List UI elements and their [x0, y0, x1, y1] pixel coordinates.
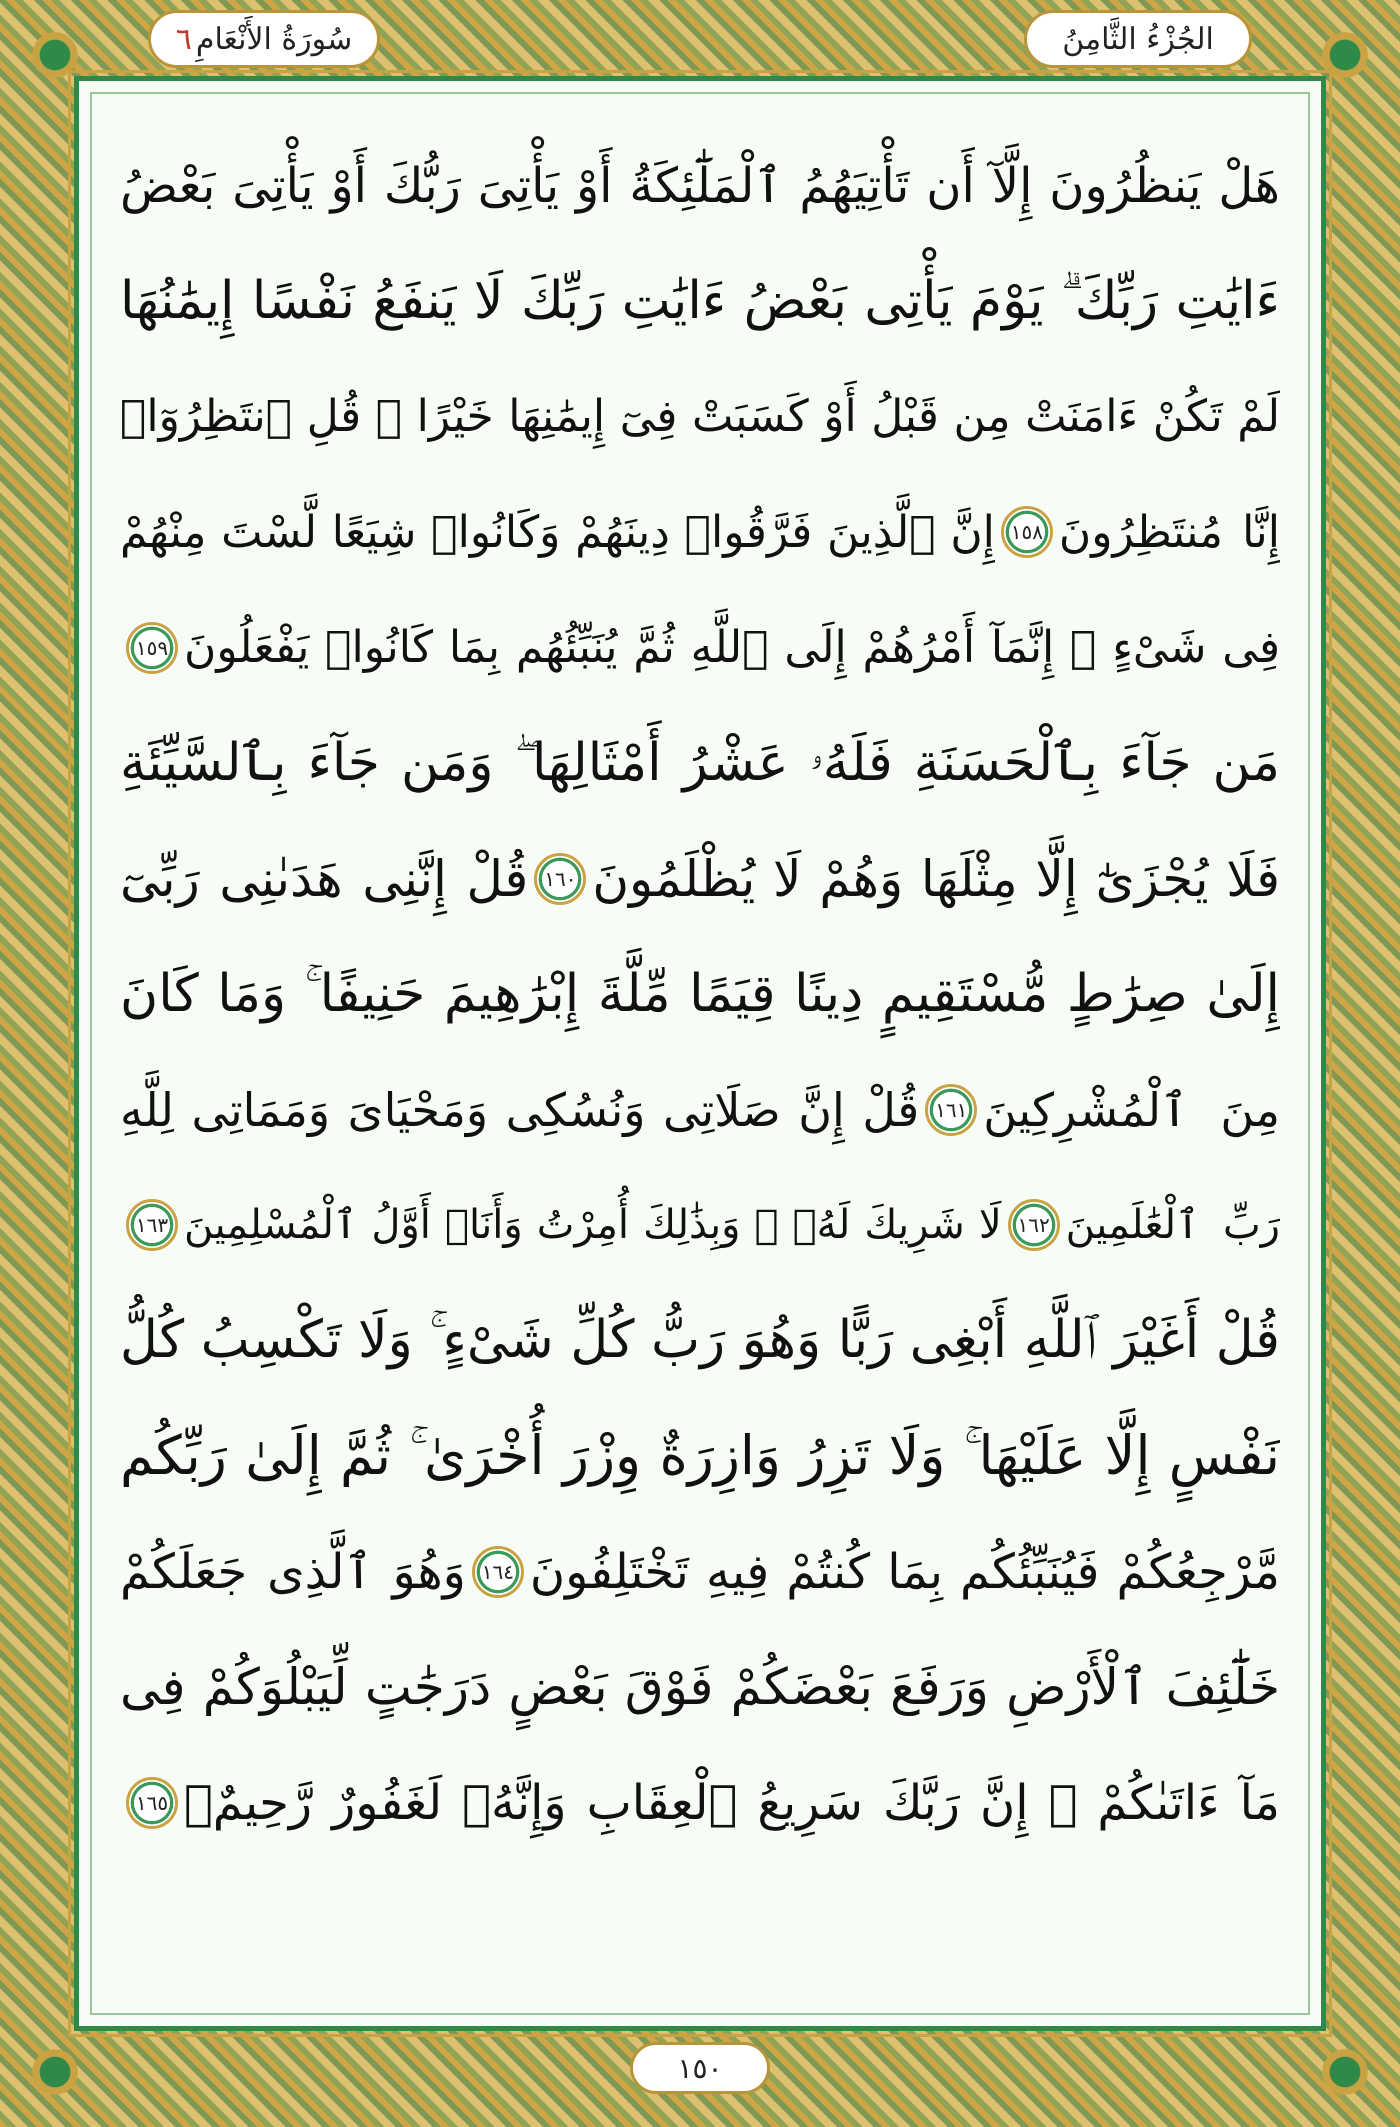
ayah-number-marker: ١٦٢	[1008, 1199, 1060, 1251]
text-line	[120, 1399, 1280, 1515]
text-line	[120, 937, 1280, 1053]
ayah-number-marker: ١٦١	[925, 1084, 977, 1136]
verse-text: رَبِّ ٱلْعَٰلَمِينَ	[1065, 1202, 1280, 1249]
text-line	[120, 244, 1280, 360]
text-line	[120, 1630, 1280, 1746]
corner-ornament	[1310, 2037, 1380, 2107]
verse-text: هَلْ يَنظُرُونَ إِلَّآ أَن تَأْتِيَهُمُ ٱلْمَلَٰٓئِكَةُ أَوْ يَأْتِىَ رَبُّكَ أَوْ يَأْتِىَ بَعْضُ	[120, 157, 1280, 214]
text-line	[120, 1168, 1280, 1284]
text-line	[120, 1052, 1280, 1168]
verse-text: نَفْسٍ إِلَّا عَلَيْهَا ۚ وَلَا تَزِرُ وَازِرَةٌ وِزْرَ أُخْرَىٰ ۚ ثُمَّ إِلَىٰ رَبِّكُم	[120, 1424, 1280, 1488]
corner-ornament	[20, 2037, 90, 2107]
verse-text: مَن جَآءَ بِٱلْحَسَنَةِ فَلَهُۥ عَشْرُ أَمْثَالِهَا ۖ وَمَن جَآءَ بِٱلسَّيِّئَةِ	[120, 732, 1280, 793]
juz-label: الجُزْءُ الثَّامِنُ	[1062, 21, 1214, 57]
verse-text: لَا شَرِيكَ لَهُۥ ۖ وَبِذَٰلِكَ أُمِرْتُ وَأَنَا۠ أَوَّلُ ٱلْمُسْلِمِينَ	[184, 1202, 1002, 1249]
text-line	[120, 1514, 1280, 1630]
verse-text: ءَايَٰتِ رَبِّكَ ۗ يَوْمَ يَأْتِى بَعْضُ ءَايَٰتِ رَبِّكَ لَا يَنفَعُ نَفْسًا إِيمَٰنُهَا	[120, 270, 1280, 331]
text-line	[120, 359, 1280, 475]
ayah-number-marker: ١٦٤	[472, 1546, 524, 1598]
verse-text: مَآ ءَاتَىٰكُمْ ۗ إِنَّ رَبَّكَ سَرِيعُ ٱلْعِقَابِ وَإِنَّهُۥ لَغَفُورٌ رَّحِيمٌۢ	[184, 1774, 1280, 1831]
verse-text: مَّرْجِعُكُمْ فَيُنَبِّئُكُم بِمَا كُنتُمْ فِيهِ تَخْتَلِفُونَ	[529, 1543, 1280, 1600]
ayah-number-marker: ١٦٥	[126, 1777, 178, 1829]
verse-text: مِنَ ٱلْمُشْرِكِينَ	[983, 1082, 1280, 1137]
text-line	[120, 1745, 1280, 1861]
surah-number: ٦	[175, 21, 192, 57]
text-line	[120, 1283, 1280, 1399]
verse-text: وَهُوَ ٱلَّذِى جَعَلَكُمْ	[120, 1543, 466, 1600]
verse-text: لَمْ تَكُنْ ءَامَنَتْ مِن قَبْلُ أَوْ كَسَبَتْ فِىٓ إِيمَٰنِهَا خَيْرًا ۗ قُلِ ٱنتَظِرُوٓا۟	[120, 391, 1280, 443]
verse-text: فَلَا يُجْزَىٰٓ إِلَّا مِثْلَهَا وَهُمْ لَا يُظْلَمُونَ	[592, 849, 1280, 908]
ayah-number-marker: ١٦٠	[534, 853, 586, 905]
surah-title	[148, 10, 380, 68]
verse-text: قُلْ إِنَّ صَلَاتِى وَنُسُكِى وَمَحْيَاىَ وَمَمَاتِى لِلَّهِ	[120, 1082, 920, 1137]
juz-title	[1024, 10, 1252, 68]
text-line	[120, 475, 1280, 591]
ayah-number-marker: ١٥٨	[1001, 506, 1053, 558]
text-line	[120, 821, 1280, 937]
page-number	[630, 2042, 770, 2094]
verse-text: خَلَٰٓئِفَ ٱلْأَرْضِ وَرَفَعَ بَعْضَكُمْ فَوْقَ بَعْضٍ دَرَجَٰتٍ لِّيَبْلُوَكُمْ فِى	[120, 1658, 1280, 1717]
verse-text: إِلَىٰ صِرَٰطٍ مُّسْتَقِيمٍ دِينًا قِيَمًا مِّلَّةَ إِبْرَٰهِيمَ حَنِيفًا ۚ وَمَا كَانَ	[120, 963, 1280, 1024]
quran-text	[120, 128, 1280, 1861]
text-line	[120, 706, 1280, 822]
verse-text: إِنَّ ٱلَّذِينَ فَرَّقُوا۟ دِينَهُمْ وَكَانُوا۟ شِيَعًا لَّسْتَ مِنْهُمْ	[120, 506, 995, 558]
verse-text: إِنَّا مُنتَظِرُونَ	[1058, 506, 1280, 558]
ayah-number-marker: ١٦٣	[126, 1199, 178, 1251]
verse-text: قُلْ إِنَّنِى هَدَىٰنِى رَبِّىٓ	[120, 849, 529, 908]
verse-text: قُلْ أَغَيْرَ ٱللَّهِ أَبْغِى رَبًّا وَهُوَ رَبُّ كُلِّ شَىْءٍ ۚ وَلَا تَكْسِبُ كُلُّ	[120, 1310, 1280, 1371]
verse-text: فِى شَىْءٍ ۚ إِنَّمَآ أَمْرُهُمْ إِلَى ٱللَّهِ ثُمَّ يُنَبِّئُهُم بِمَا كَانُوا۟ يَفْعَلُونَ	[184, 622, 1280, 674]
surah-label: سُورَةُ الأَنْعَامِ	[195, 21, 353, 57]
ayah-number-marker: ١٥٩	[126, 622, 178, 674]
text-line	[120, 590, 1280, 706]
text-line	[120, 128, 1280, 244]
page-number-label: ١٥٠	[677, 2051, 723, 2085]
